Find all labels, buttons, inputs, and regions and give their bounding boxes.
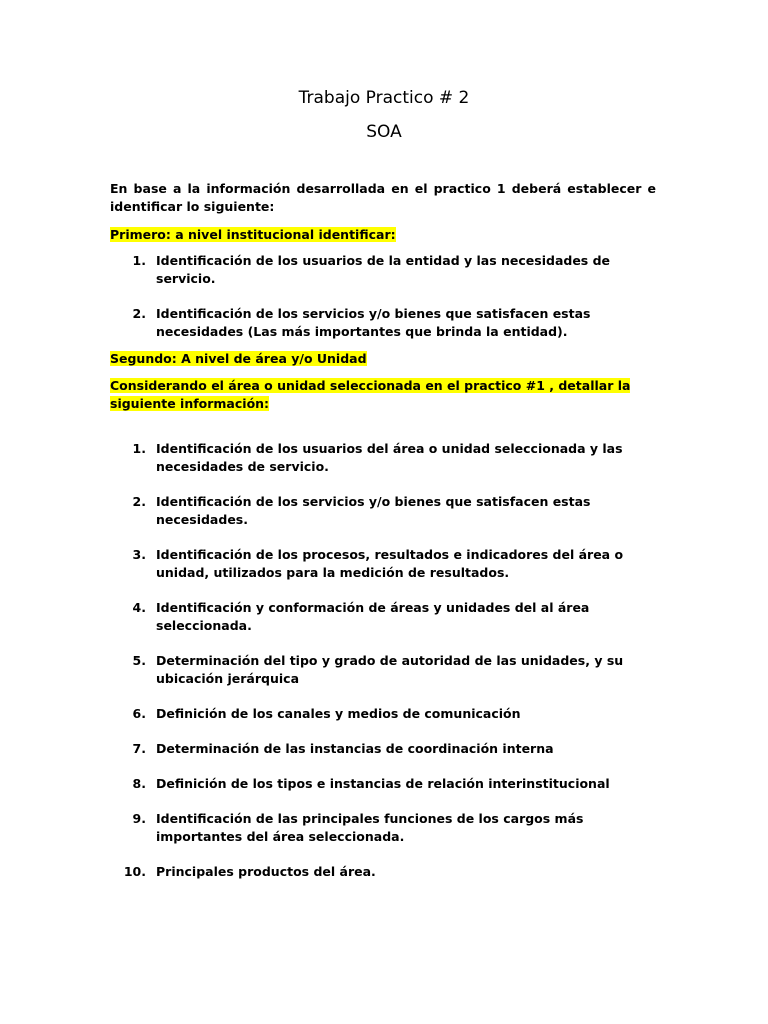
list-item-number: 10. <box>123 864 146 879</box>
section2-list <box>110 440 656 898</box>
list-item-text: Identificación y conformación de áreas y unidades del al área seleccionada. <box>156 600 590 633</box>
document-subtitle: SOA <box>366 122 402 142</box>
list-item <box>110 863 656 881</box>
list-item-number: 4. <box>132 600 146 615</box>
list-item <box>110 775 656 793</box>
list-item-number: 9. <box>132 811 146 826</box>
list-item <box>110 546 656 582</box>
list-item-number: 8. <box>132 776 146 791</box>
list-item <box>110 493 656 529</box>
list-item-number: 3. <box>132 547 146 562</box>
section2-subheading <box>110 377 656 413</box>
section1-heading <box>110 226 656 244</box>
section2-subheading-text: Considerando el área o unidad seleccionada en el practico #1 , detallar la siguiente información: <box>110 378 631 411</box>
list-item-text: Identificación de los servicios y/o bienes que satisfacen estas necesidades. <box>156 494 591 527</box>
list-item <box>110 305 656 341</box>
list-item-text: Determinación de las instancias de coordinación interna <box>156 741 554 756</box>
list-item-text: Principales productos del área. <box>156 864 376 879</box>
list-item <box>110 705 656 723</box>
list-item-number: 6. <box>132 706 146 721</box>
document-title: Trabajo Practico # 2 <box>298 88 470 108</box>
section1-heading-text: Primero: a nivel institucional identificar: <box>110 227 396 242</box>
list-item <box>110 740 656 758</box>
list-item <box>110 599 656 635</box>
list-item <box>110 810 656 846</box>
intro-paragraph: En base a la información desarrollada en el practico 1 deberá establecer e identificar lo siguiente: <box>110 181 656 214</box>
list-item <box>110 440 656 476</box>
list-item <box>110 252 656 288</box>
section2-heading-text: Segundo: A nivel de área y/o Unidad <box>110 351 367 366</box>
list-item-number: 2. <box>132 306 146 321</box>
list-item-number: 5. <box>132 653 146 668</box>
list-item-text: Determinación del tipo y grado de autoridad de las unidades, y su ubicación jerárquica <box>156 653 624 686</box>
list-item-text: Identificación de los usuarios de la entidad y las necesidades de servicio. <box>156 253 611 286</box>
list-item-number: 1. <box>132 253 146 268</box>
list-item-number: 2. <box>132 494 146 509</box>
list-item-number: 7. <box>132 741 146 756</box>
list-item <box>110 652 656 688</box>
list-item-text: Definición de los tipos e instancias de relación interinstitucional <box>156 776 610 791</box>
list-item-number: 1. <box>132 441 146 456</box>
list-item-text: Identificación de los servicios y/o bienes que satisfacen estas necesidades (Las más importantes que brinda la entidad). <box>156 306 591 339</box>
list-item-text: Identificación de los usuarios del área o unidad seleccionada y las necesidades de servicio. <box>156 441 623 474</box>
list-item-text: Identificación de las principales funciones de los cargos más importantes del área seleccionada. <box>156 811 584 844</box>
section1-list <box>110 252 656 358</box>
list-item-text: Definición de los canales y medios de comunicación <box>156 706 521 721</box>
section2-heading <box>110 350 656 368</box>
list-item-text: Identificación de los procesos, resultados e indicadores del área o unidad, utilizados para la medición de resultados. <box>156 547 624 580</box>
